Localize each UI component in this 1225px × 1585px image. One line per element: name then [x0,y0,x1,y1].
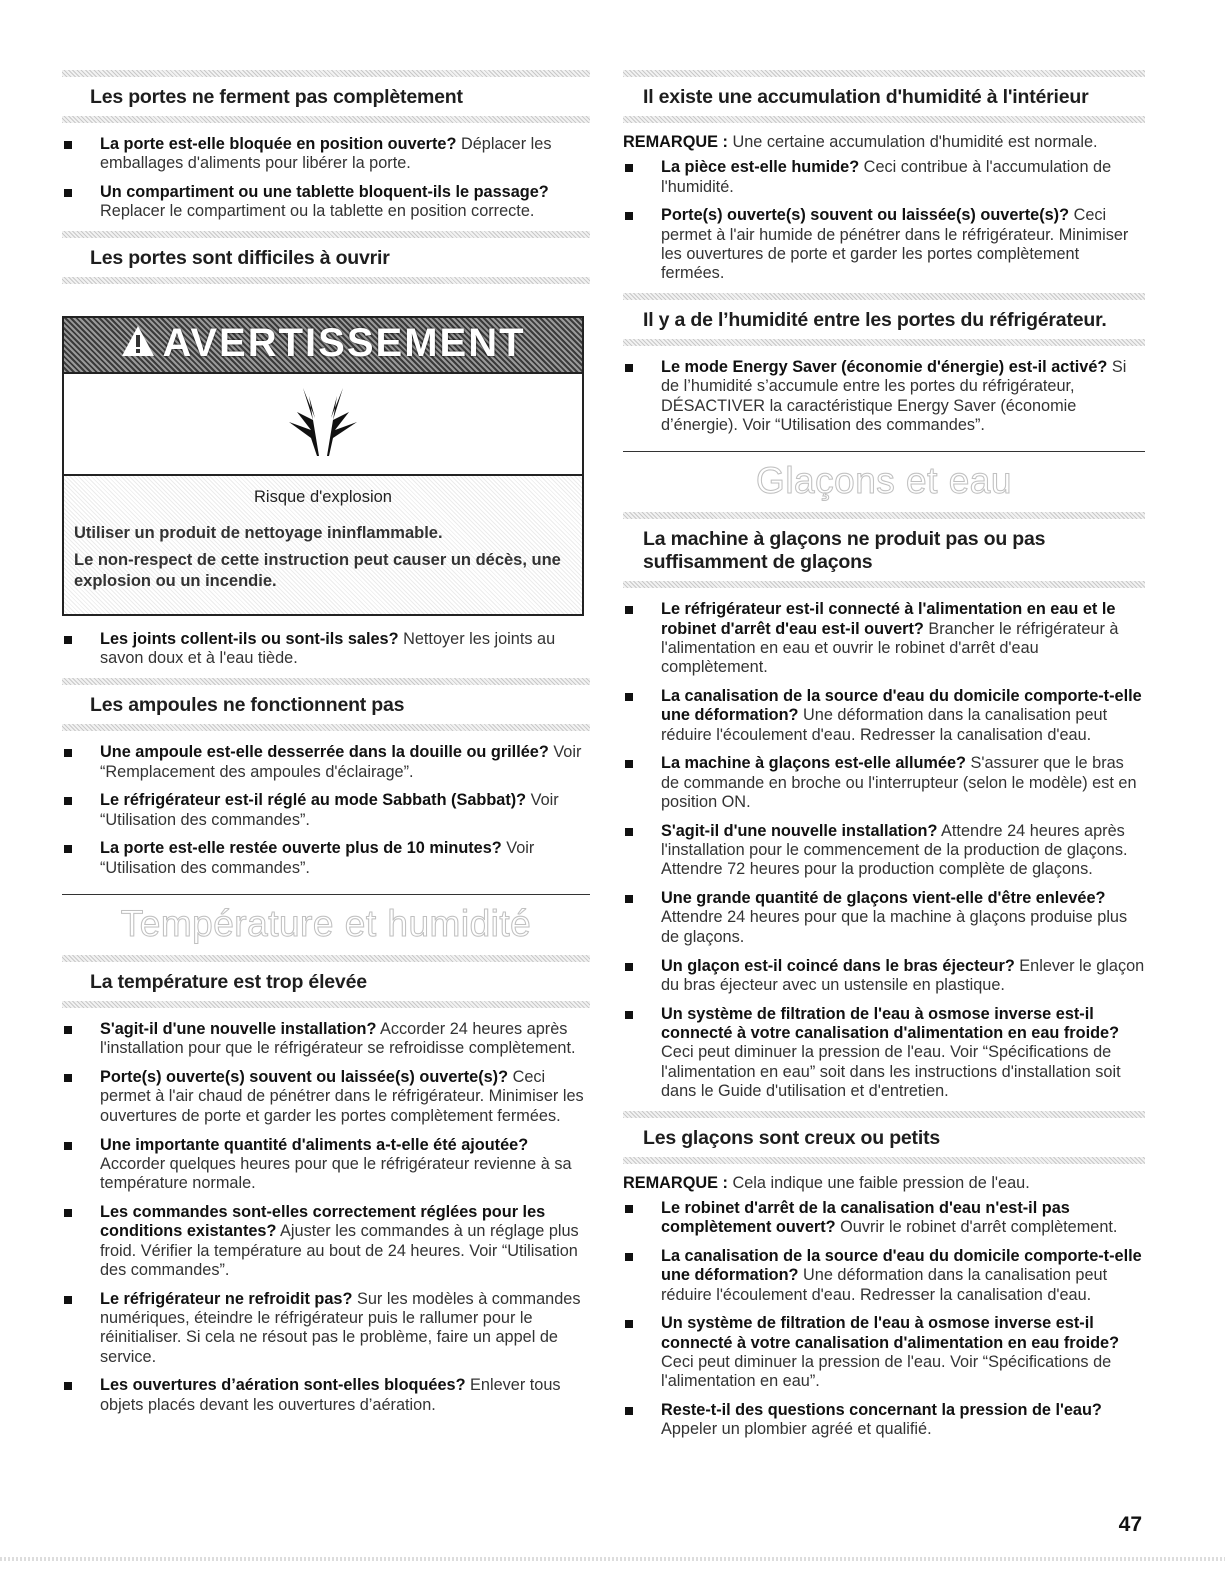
item-question: Le robinet d'arrêt de la canalisation d'eau n'est-il pas complètement ouvert? [661,1198,1070,1237]
heading-rule [623,581,1145,588]
warning-title: AVERTISSEMENT [162,321,526,366]
heading-rule [62,724,590,731]
section-heading: Il y a de l’humidité entre les portes du réfrigérateur. [643,309,1107,332]
heading-rule [62,955,590,962]
item-answer: Ceci permet à l'air humide de pénétrer dans le réfrigérateur. Minimiser les ouvertures de porte et garder les portes complètement fermées. [661,206,1129,283]
item-question: Une ampoule est-elle desserrée dans la douille ou grillée? [100,743,549,762]
remark-label: REMARQUE : [623,1173,728,1192]
item-question: Les commandes sont-elles correctement réglées pour les conditions existantes? [100,1202,546,1241]
item-answer: Nettoyer les joints au savon doux et à l'eau tiède. [100,630,556,668]
chapter-title: Glaçons et eau [756,460,1012,502]
heading-rule [62,277,590,284]
item-list [62,135,590,222]
item-answer: Accorder 24 heures après l'installation pour que le réfrigérateur se refroidisse complètement. [100,1020,576,1058]
right-column [623,70,1145,1449]
warning-risk: Risque d'explosion [254,488,392,507]
item-question: Une importante quantité d'aliments a-t-elle été ajoutée? [100,1135,529,1154]
item-list [623,158,1145,283]
item-answer: Une déformation dans la canalisation peut réduire l'écoulement d'eau. Redresser la canalisation d'eau. [661,706,1108,744]
warning-box [62,316,584,616]
item-list [623,600,1145,1101]
item-question: La machine à glaçons est-elle allumée? [661,754,966,773]
list-item [62,135,590,174]
chapter-rule [62,894,590,895]
chapter-rule [623,451,1145,452]
list-item [623,206,1145,283]
section-bulbs [62,678,590,878]
heading-rule [62,116,590,123]
heading-rule [623,512,1145,519]
item-question: Le mode Energy Saver (économie d'énergie) est-il activé? [661,358,1108,377]
heading-rule [62,678,590,685]
list-item [62,1136,590,1194]
item-answer: Ouvrir le robinet d'arrêt complètement. [835,1218,1118,1237]
section-doors-not-closing [62,70,590,222]
item-answer: Une déformation dans la canalisation peut réduire l'écoulement d'eau. Redresser la canalisation d'eau. [661,1266,1108,1304]
list-item [623,754,1145,812]
list-item [62,183,590,222]
item-question: La canalisation de la source d'eau du domicile comporte-t-elle une déformation? [661,686,1142,725]
warning-text [62,476,584,616]
section-temperature-high [62,955,590,1415]
item-list [62,1020,590,1415]
list-item [623,358,1145,435]
item-question: Le réfrigérateur est-il connecté à l'alimentation en eau et le robinet d'arrêt d'eau est-il ouvert? [661,600,1116,638]
section-heading: La température est trop élevée [90,971,367,994]
item-question: Porte(s) ouverte(s) souvent ou laissée(s) ouverte(s)? [100,1068,509,1087]
item-answer: Replacer le compartiment ou la tablette en position correcte. [100,202,535,221]
item-question: Un glaçon est-il coincé dans le bras éjecteur? [661,956,1015,975]
item-answer: Brancher le réfrigérateur à l'alimentation en eau et ouvrir le robinet d'arrêt d'eau complètement. [661,619,1119,677]
item-list [62,743,590,878]
heading-rule [62,1001,590,1008]
chapter-title: Température et humidité [120,903,532,945]
item-question: La porte est-elle bloquée en position ouverte? [100,135,457,153]
page-number: 47 [1118,1513,1142,1536]
item-answer: Voir “Remplacement des ampoules d'éclairage”. [100,743,582,781]
heading-rule [623,70,1145,77]
item-question: Les ouvertures d’aération sont-elles bloquées? [100,1376,466,1395]
item-question: Une grande quantité de glaçons vient-elle d'être enlevée? [661,889,1106,908]
heading-rule [623,293,1145,300]
list-item [62,1020,590,1059]
heading-rule [623,339,1145,346]
item-answer: Déplacer les emballages d'aliments pour libérer la porte. [100,135,552,173]
item-question: Reste-t-il des questions concernant la pression de l'eau? [661,1401,1102,1420]
item-question: La porte est-elle restée ouverte plus de 10 minutes? [100,839,502,858]
remark-text: Cela indique une faible pression de l'eau. [727,1173,1030,1192]
section-heading: Les portes ne ferment pas complètement [90,86,463,108]
section-heading: Les glaçons sont creux ou petits [643,1126,941,1149]
item-answer: Ajuster les commandes à un réglage plus froid. Vérifier la température au bout de 24 heures. Voir “Utilisation des commandes”. [100,1222,579,1279]
heading-rule [623,1111,1145,1118]
list-item [62,791,590,830]
item-question: Le réfrigérateur ne refroidit pas? [100,1289,353,1308]
list-item [623,1005,1145,1101]
list-item [62,630,590,669]
item-question: La pièce est-elle humide? [661,158,860,177]
item-answer: Sur les modèles à commandes numériques, éteindre le réfrigérateur puis le rallumer pour le réinitialiser. Si cela ne résout pas le problème, faire un appel de service. [100,1289,581,1366]
list-item [62,1376,590,1415]
item-answer: Voir “Utilisation des commandes”. [100,839,535,877]
section-humidity-between-doors [623,293,1145,435]
item-answer: Ceci contribue à l'accumulation de l'humidité. [661,158,1112,196]
warning-title-row [64,321,582,368]
list-item [62,1290,590,1367]
list-item [623,822,1145,880]
item-question: Les joints collent-ils ou sont-ils sales? [100,630,399,649]
list-item [62,1068,590,1126]
section-doors-hard-to-open [62,231,590,669]
item-question: Un système de filtration de l'eau à osmose inverse est-il connecté à votre canalisation d'alimentation en eau froide? [661,1004,1120,1042]
item-answer: Accorder quelques heures pour que le réfrigérateur revienne à sa température normale. [100,1154,572,1193]
list-item [623,1199,1145,1238]
section-ice-maker [623,512,1145,1101]
section-heading: La machine à glaçons ne produit pas ou pas suffisamment de glaçons [643,528,1046,574]
item-list [62,630,590,669]
item-answer: Attendre 24 heures pour que la machine à glaçons produise plus de glaçons. [661,908,1128,946]
remark [623,133,1145,152]
footer-rule [0,1557,1225,1561]
item-answer: Attendre 24 heures après l'installation pour le commencement de la production de glaçons. Attendre 72 heures pour la production complète de glaçons. [661,821,1128,879]
list-item [62,743,590,782]
item-question: La canalisation de la source d'eau du domicile comporte-t-elle une déformation? [661,1246,1142,1285]
warning-consequence: Le non-respect de cette instruction peut causer un décès, une explosion ou un incendie. [74,551,561,591]
item-question: S'agit-il d'une nouvelle installation? [661,821,938,840]
heading-rule [623,116,1145,123]
item-answer: Ceci peut diminuer la pression de l'eau. Voir “Spécifications de l'alimentation en eau”. [661,1352,1112,1391]
item-question: S'agit-il d'une nouvelle installation? [100,1020,377,1039]
heading-rule [623,1157,1145,1164]
item-answer: Enlever le glaçon du bras éjecteur avec un ustensile en plastique. [661,956,1145,994]
section-hollow-ice [623,1111,1145,1440]
item-answer: S'assurer que le bras de commande en broche ou l'interrupteur (selon le modèle) est en position ON. [661,754,1137,811]
list-item [623,1247,1145,1305]
list-item [623,1401,1145,1440]
remark-label: REMARQUE : [623,133,728,151]
section-heading: Il existe une accumulation d'humidité à l'intérieur [643,86,1089,108]
list-item [623,957,1145,996]
section-heading: Les ampoules ne fonctionnent pas [90,694,405,717]
left-column [62,70,590,1424]
item-answer: Si de l’humidité s’accumule entre les portes du réfrigérateur, DÉSACTIVER la caractéristique Energy Saver (économie d’énergie). Voir “Utilisation des commandes”. [661,358,1127,434]
list-item [623,158,1145,197]
list-item [623,687,1145,745]
item-question: Un compartiment ou une tablette bloquent-ils le passage? [100,183,549,202]
item-question: Un système de filtration de l'eau à osmose inverse est-il connecté à votre canalisation d'alimentation en eau froide? [661,1314,1120,1352]
list-item [623,1314,1145,1391]
heading-rule [62,231,590,238]
section-humidity-inside [623,70,1145,284]
remark [623,1174,1145,1193]
item-answer: Ceci peut diminuer la pression de l'eau. Voir “Spécifications de l'alimentation en eau” soit dans les instructions d'installation soit dans le Guide d'utilisation et d'entretien. [661,1043,1121,1100]
list-item [62,1203,590,1280]
item-question: Porte(s) ouverte(s) souvent ou laissée(s) ouverte(s)? [661,206,1070,225]
section-heading: Les portes sont difficiles à ouvrir [90,247,390,270]
item-list [623,358,1145,435]
list-item [62,839,590,878]
warning-instruction: Utiliser un produit de nettoyage ininflammable. [74,524,443,543]
item-answer: Voir “Utilisation des commandes”. [100,791,559,829]
item-list [623,1199,1145,1440]
item-answer: Ceci permet à l'air chaud de pénétrer dans le réfrigérateur. Minimiser les ouvertures de porte et garder les portes complètement fermées. [100,1068,584,1125]
warning-header [62,316,584,374]
explosion-icon [62,374,584,476]
warning-triangle-icon [120,323,156,368]
remark-text: Une certaine accumulation d'humidité est normale. [727,133,1098,151]
list-item [623,600,1145,677]
list-item [623,889,1145,947]
item-answer: Appeler un plombier agréé et qualifié. [661,1420,932,1439]
item-question: Le réfrigérateur est-il réglé au mode Sabbath (Sabbat)? [100,791,527,810]
item-answer: Enlever tous objets placés devant les ouvertures d’aération. [100,1376,561,1414]
heading-rule [62,70,590,77]
